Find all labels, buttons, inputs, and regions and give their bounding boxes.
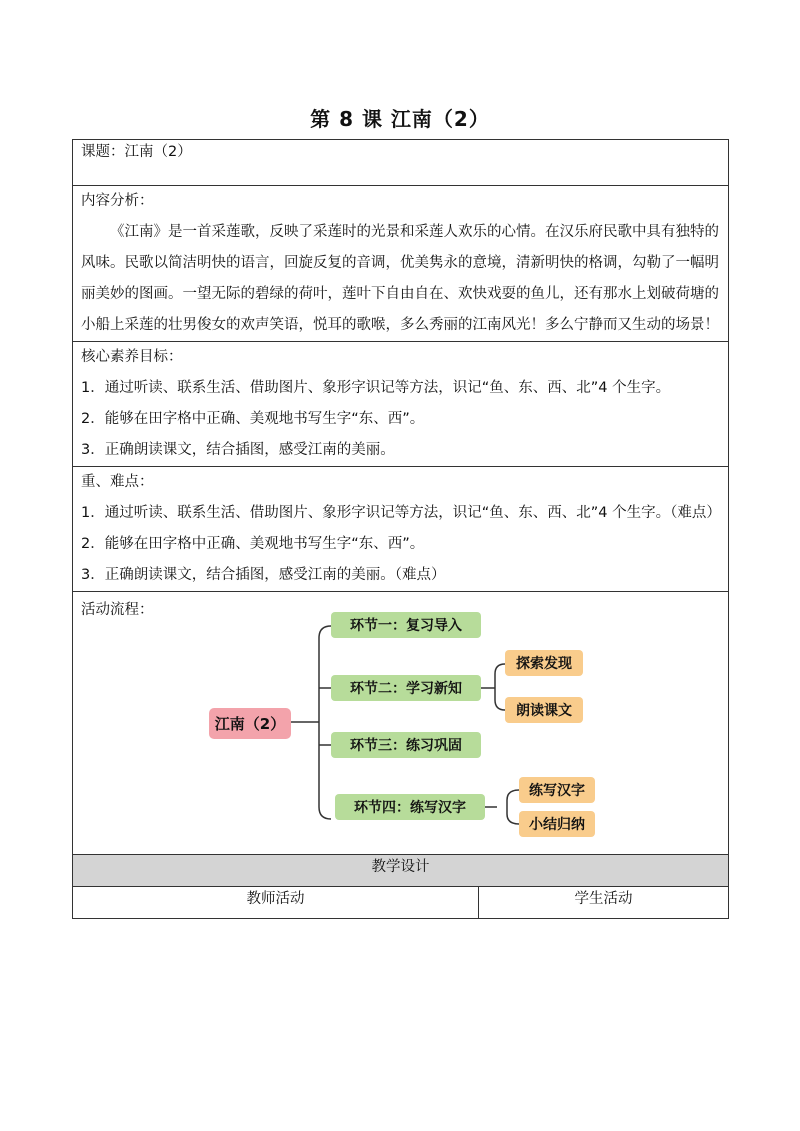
goals-label: 核心素养目标： [81, 349, 183, 365]
topic-cell: 课题：江南（2） [73, 140, 729, 186]
child-node-label: 小结归纳 [529, 817, 585, 833]
goals-section [73, 342, 729, 467]
connector-root-steps [319, 626, 331, 819]
analysis-section [73, 186, 729, 342]
key-points-section [73, 467, 729, 592]
key-points-label: 重、难点： [81, 474, 154, 490]
lesson-plan-table [72, 139, 729, 919]
activity-mind-map [73, 592, 729, 854]
child-node-label: 探索发现 [516, 656, 572, 672]
step-node-label: 环节四：练写汉字 [354, 800, 466, 816]
page-title: 第 8 课 江南（2） [310, 107, 490, 131]
key-point-item: 3．正确朗读课文，结合插图，感受江南的美丽。（难点） [81, 567, 446, 583]
analysis-label: 内容分析： [81, 193, 154, 209]
child-node-label: 练写汉字 [529, 783, 585, 799]
step-node-label: 环节三：练习巩固 [350, 738, 462, 754]
goal-item: 2．能够在田字格中正确、美观地书写生字“东、西”。 [81, 411, 425, 427]
root-node-label: 江南（2） [214, 715, 286, 733]
flow-section [73, 592, 729, 855]
analysis-text: 《江南》是一首采莲歌，反映了采莲时的光景和采莲人欢乐的心情。在汉乐府民歌中具有独特的风味。民歌以简洁明快的语言，回旋反复的音调，优美隽永的意境，清新明快的格调，勾勒了一幅明丽美妙的图画。一望无际的碧绿的荷叶，莲叶下自由自在、欢快戏耍的鱼儿，还有那水上划破荷塘的小船上采莲的壮男俊女的欢声笑语，悦耳的歌喉，多么秀丽的江南风光！多么宁静而又生动的场景！ [81, 224, 719, 333]
connector-step2-children [495, 664, 505, 710]
step-node-label: 环节二：学习新知 [350, 681, 462, 697]
goal-item: 3．正确朗读课文，结合插图，感受江南的美丽。 [81, 442, 395, 458]
connector-step4-children [507, 790, 519, 824]
teacher-activity-header: 教师活动 [73, 887, 479, 919]
goal-item: 1．通过听读、联系生活、借助图片、象形字识记等方法，识记“鱼、东、西、北”4 个生字。 [81, 380, 671, 396]
student-activity-header: 学生活动 [479, 887, 729, 919]
step-node-label: 环节一：复习导入 [350, 618, 462, 634]
child-node-label: 朗读课文 [516, 703, 572, 719]
flow-label: 活动流程： [81, 602, 154, 618]
design-header: 教学设计 [73, 855, 729, 887]
key-point-item: 1．通过听读、联系生活、借助图片、象形字识记等方法，识记“鱼、东、西、北”4 个生字。（难点） [81, 505, 721, 521]
key-point-item: 2．能够在田字格中正确、美观地书写生字“东、西”。 [81, 536, 425, 552]
